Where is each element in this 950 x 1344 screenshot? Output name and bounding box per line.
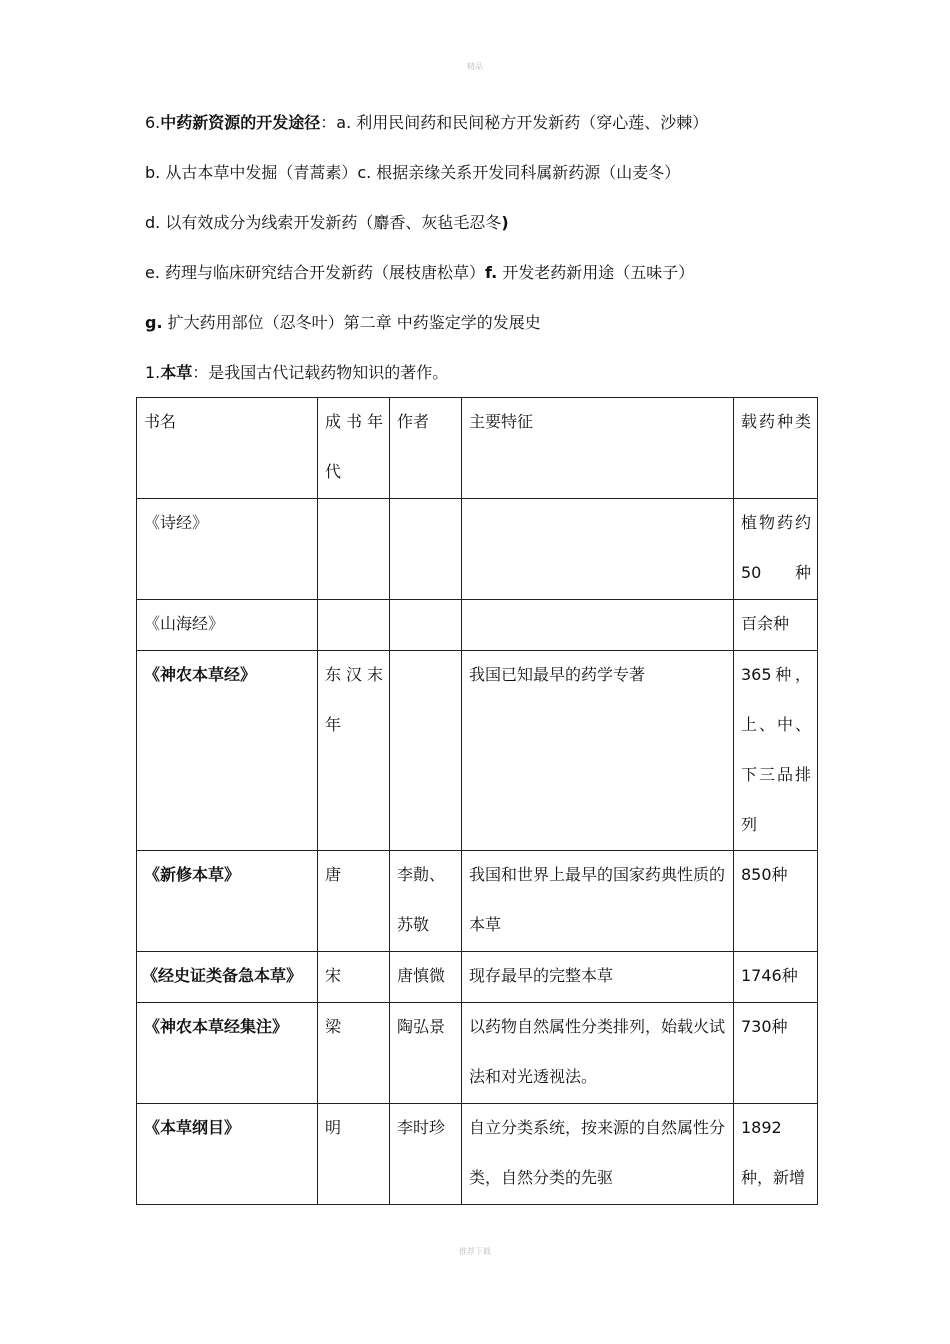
closing-paren: ) xyxy=(501,213,509,232)
paragraph-new-resources xyxy=(145,112,708,134)
cell-name: 《神农本草经集注》 xyxy=(137,1003,318,1104)
header-cell-name: 书名 xyxy=(137,398,318,499)
paragraph-text: e. 药理与临床研究结合开发新药（展枝唐松草） xyxy=(145,263,486,282)
paragraph-item-b xyxy=(145,162,680,184)
cell-author: 李时珍 xyxy=(390,1104,462,1205)
cell-name: 《本草纲目》 xyxy=(137,1104,318,1205)
table-row xyxy=(137,600,818,651)
header-cell-author: 作者 xyxy=(390,398,462,499)
cell-feature: 现存最早的完整本草 xyxy=(462,952,734,1003)
cell-era: 东汉末年 xyxy=(318,651,390,851)
header-cell-feature: 主要特征 xyxy=(462,398,734,499)
bold-heading: 中药新资源的开发途径 xyxy=(160,113,321,132)
table-row xyxy=(137,499,818,600)
cell-era: 宋 xyxy=(318,952,390,1003)
cell-count: 730种 xyxy=(734,1003,818,1104)
cell-author: 唐慎微 xyxy=(390,952,462,1003)
cell-name: 《诗经》 xyxy=(137,499,318,600)
cell-feature: 我国和世界上最早的国家药典性质的本草 xyxy=(462,851,734,952)
paragraph-text: 开发老药新用途（五味子） xyxy=(497,263,695,282)
bencao-table xyxy=(136,397,818,1205)
cell-era: 唐 xyxy=(318,851,390,952)
cell-feature: 我国已知最早的药学专著 xyxy=(462,651,734,851)
table-header-row xyxy=(137,398,818,499)
cell-name: 《经史证类备急本草》 xyxy=(137,952,318,1003)
cell-author xyxy=(390,499,462,600)
bold-heading: 本草 xyxy=(160,363,193,382)
cell-name: 《山海经》 xyxy=(137,600,318,651)
paragraph-text: ：是我国古代记载药物知识的著作。 xyxy=(192,363,449,382)
table-row xyxy=(137,1104,818,1205)
cell-feature: 以药物自然属性分类排列，始载火试法和对光透视法。 xyxy=(462,1003,734,1104)
header-watermark: 精品 xyxy=(467,62,483,71)
header-cell-count: 载药种类 xyxy=(734,398,818,499)
table-row xyxy=(137,651,818,851)
paragraph-prefix: 1. xyxy=(145,363,161,382)
cell-feature: 自立分类系统，按来源的自然属性分类，自然分类的先驱 xyxy=(462,1104,734,1205)
paragraph-text: ：a. 利用民间药和民间秘方开发新药（穿心莲、沙棘） xyxy=(320,113,709,132)
cell-count: 850种 xyxy=(734,851,818,952)
table-row xyxy=(137,851,818,952)
cell-author: 陶弘景 xyxy=(390,1003,462,1104)
paragraph-item-g xyxy=(145,312,541,334)
cell-era xyxy=(318,499,390,600)
cell-count: 1746种 xyxy=(734,952,818,1003)
table-row xyxy=(137,952,818,1003)
cell-author xyxy=(390,651,462,851)
cell-author: 李勣、苏敬 xyxy=(390,851,462,952)
cell-name: 《新修本草》 xyxy=(137,851,318,952)
cell-feature xyxy=(462,600,734,651)
cell-author xyxy=(390,600,462,651)
paragraph-text: d. 以有效成分为线索开发新药（麝香、灰毡毛忍冬 xyxy=(145,213,502,232)
bold-marker: f. xyxy=(485,263,498,282)
cell-feature xyxy=(462,499,734,600)
cell-count: 百余种 xyxy=(734,600,818,651)
paragraph-text: b. 从古本草中发掘（青蒿素）c. 根据亲缘关系开发同科属新药源（山麦冬） xyxy=(145,163,681,182)
paragraph-text: 扩大药用部位（忍冬叶）第二章 中药鉴定学的发展史 xyxy=(162,313,541,332)
cell-count: 365种，上、中、下三品排列 xyxy=(734,651,818,851)
paragraph-item-d xyxy=(145,212,509,234)
paragraph-prefix: 6. xyxy=(145,113,161,132)
cell-era: 明 xyxy=(318,1104,390,1205)
cell-era: 梁 xyxy=(318,1003,390,1104)
cell-count: 植物药约50种 xyxy=(734,499,818,600)
cell-era xyxy=(318,600,390,651)
table-row xyxy=(137,1003,818,1104)
header-cell-era: 成书年代 xyxy=(318,398,390,499)
cell-name: 《神农本草经》 xyxy=(137,651,318,851)
bold-marker: g. xyxy=(145,313,163,332)
footer-watermark: 推荐下载 xyxy=(459,1247,491,1256)
cell-count: 1892种，新增 xyxy=(734,1104,818,1205)
paragraph-bencao-definition xyxy=(145,362,448,384)
paragraph-item-e-f xyxy=(145,262,694,284)
